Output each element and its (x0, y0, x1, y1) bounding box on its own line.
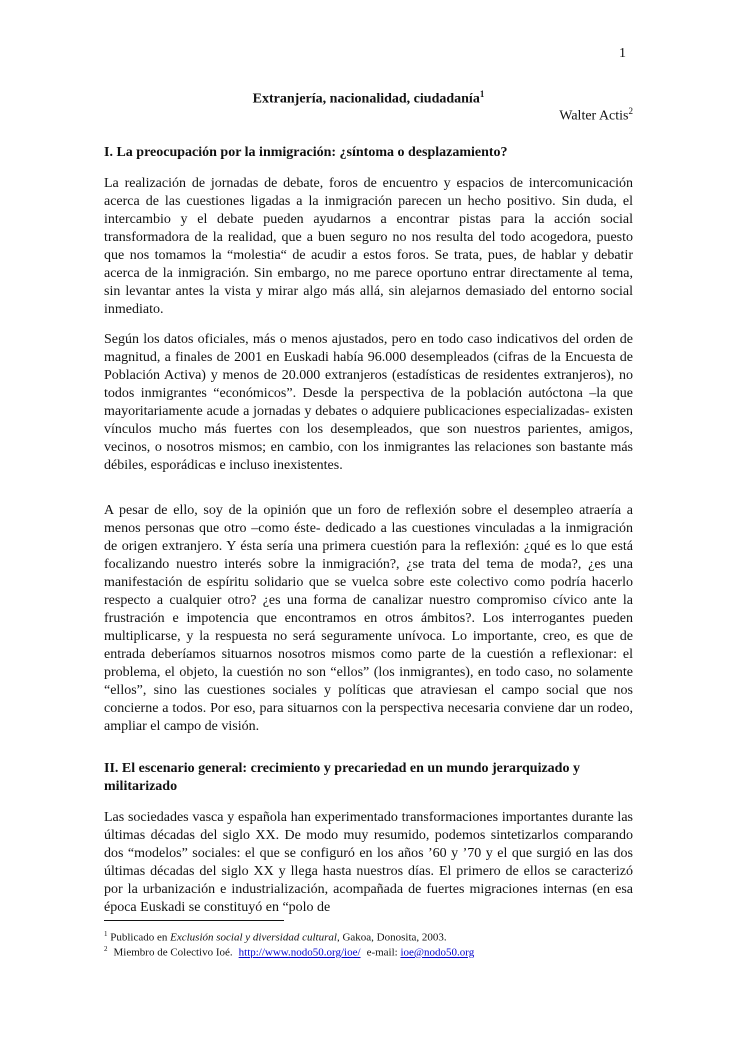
section-2-heading: II. El escenario general: crecimiento y precariedad en un mundo jerarquizado y militarizado (104, 761, 580, 794)
page-number: 1 (619, 46, 626, 61)
footnote-2-url-link[interactable]: http://www.nodo50.org/ioe/ (238, 946, 361, 959)
section-1-paragraph-2: Según los datos oficiales, más o menos ajustados, pero en todo caso indicativos del orden de magnitud, a finales de 2001 en Euskadi había 96.000 desempleados (cifras de la Encuesta de Población Activa) y menos de 20.000 extranjeros (estadísticas de residentes extranjeros), no todos inmigrantes “económicos”. Desde la perspectiva de la población autóctona –la que mayoritariamente acude a jornadas y debates o adquiere publicaciones especializadas- existen vínculos mucho más fuertes con los desempleados, que son nuestros parientes, amigos, vecinos, o nosotros mismos; en cambio, con los inmigrantes las relaciones son bastante más débiles, esporádicas e incluso inexistentes. (104, 332, 633, 473)
document-title (0, 89, 737, 108)
footnote-1-prefix: Publicado en (110, 931, 171, 944)
author-text: Walter Actis (559, 108, 629, 124)
author-name (559, 106, 633, 125)
section-2-paragraph-1: Las sociedades vasca y española han experimentado transformaciones importantes durante las últimas décadas del siglo XX. De modo muy resumido, podemos sintetizarlos comparando dos “modelos” sociales: el que se configuró en los años ’60 y ’70 y el que surgió en las dos últimas décadas del siglo XX y llega hasta nuestros días. El primero de ellos se caracterizó por la urbanización e industrialización, acompañada de fuertes migraciones internas (en esa época Euskadi se constituyó en “polo de (104, 810, 633, 915)
footnote-2-email-label: e-mail: (366, 946, 398, 959)
section-1-paragraph-3: A pesar de ello, soy de la opinión que un foro de reflexión sobre el desempleo atraería a menos personas que otro –como éste- dedicado a las cuestiones vinculadas a la inmigración de origen extranjero. Y ésta sería una primera cuestión para la reflexión: ¿qué es lo que está focalizando nuestro interés sobre la inmigración?, ¿se trata del tema de moda?, ¿es una manifestación de espíritu solidario que se vuelca sobre este colectivo como podría hacerlo respecto a cualquier otro? ¿es una forma de canalizar nuestro compromiso cívico ante la frustración e impotencia que encontramos en otros ámbitos?. Los interrogantes pueden multiplicarse, y la respuesta no será seguramente unívoca. Lo importante, creo, es que de entrada deberíamos situarnos nosotros mismos como parte de la cuestión a reflexionar: el problema, el objeto, la cuestión no son “ellos” (los inmigrantes), en todo caso, no solamente “ellos”, sino las cuestiones sociales y políticas que atraviesan el campo social que nos concierne a todos. Por eso, para situarnos con la perspectiva necesaria conviene dar un rodeo, ampliar el campo de visión. (104, 503, 633, 734)
footnote-1-work-title: Exclusión social y diversidad cultural (170, 931, 337, 944)
title-text: Extranjería, nacionalidad, ciudadanía (252, 91, 480, 107)
author-footnote-mark: 2 (628, 106, 633, 116)
footnote-2-text: Miembro de Colectivo Ioé. (113, 946, 233, 959)
section-1-paragraph-1: La realización de jornadas de debate, foros de encuentro y espacios de intercomunicación acerca de las cuestiones ligadas a la inmigración parecen un hecho positivo. Sin duda, el intercambio y el debate pueden ayudarnos a encontrar pistas para la acción social transformadora de la realidad, que a buen seguro no nos resulta del todo acogedora, puesto que nos tomamos la “molestia“ de acudir a estos foros. Se trata, pues, de hablar y debatir acerca de la inmigración. Sin embargo, no me parece oportuno entrar directamente al tema, sin levantar antes la vista y mirar algo más allá, sin alejarnos demasiado del entorno social inmediato. (104, 176, 633, 317)
footnote-2-email-link[interactable]: ioe@nodo50.org (400, 946, 475, 959)
footnote-1-mark: 1 (104, 930, 108, 938)
footnote-2-mark: 2 (104, 945, 108, 953)
title-footnote-mark: 1 (479, 89, 485, 99)
footnote-separator (104, 920, 284, 921)
section-1-heading: I. La preocupación por la inmigración: ¿síntoma o desplazamiento? (104, 145, 508, 160)
footnote-1-suffix: , Gakoa, Donosita, 2003. (336, 931, 447, 944)
footnote-2 (104, 942, 474, 960)
